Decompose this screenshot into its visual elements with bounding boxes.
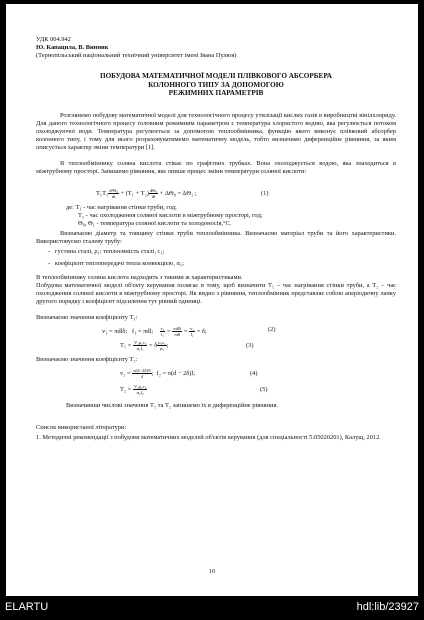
equation-3-number: (3) [246, 342, 254, 349]
equation-2: v₁ = πdlδ; f₁ = πdl; $\frac{\text{v₁}}{\text{f₁}}$ = $\frac{\text{πdlδ}}{\text{πdl}}$ = $\frac{\text{v₁}}{\text{f₁}}$ = δ; [102, 326, 207, 337]
equation-3: T₁ = $\frac{\text{V₁ρ₁c₁}}{\text{α₁f₁}}$ = δ $\frac{\text{ρ₁c₁}}{\text{α₁}}$ ; [120, 340, 169, 351]
equation-1: T₁T₂ $\frac{\text{d²Θ₀}}{dt}$ + (T₁ + T₂) $\frac{\text{dΘ₀}}{dt}$ + ΔΘ₀ = ΔΘ₁ ; [96, 188, 197, 199]
equation-5: T₂ = $\frac{\text{V₂ρ₂c₂}}{\text{α₂f₂}}$ [120, 384, 147, 395]
udk-code: УДК 004.942 [36, 36, 71, 43]
paragraph-model: Побудова математичної моделі об'єкту керування полягає в тому, щоб визначити T₁ – час нагрівання стінки труби, а T₂ – час охолодження соляної кислоти в міжтрубному просторі. Як видно з рівняння, теплообмінник представляє собою аперіодичну ланку другого порядку і коефіцієнт підсилення тут рівний одиниці. [36, 282, 396, 306]
footer-bar [0, 596, 424, 620]
bullet-convection: - коефіцієнт теплопередачі тепла конвекцією, α₁; [48, 260, 184, 267]
title-line-3: РЕЖИМНИХ ПАРАМЕТРІВ [168, 89, 264, 98]
title-line-2: КОЛОННОГО ТИПУ ЗА ДОПОМОГОЮ [148, 80, 284, 89]
equation-5-number: (5) [260, 386, 268, 393]
bullet-density: - густина сталі, ρ₁; теплоємність сталі, с₁; [48, 248, 165, 255]
paragraph-conclusion: Визначивши числові значення T₁ та T₂ запишемо їх в диференційне рівняння. [66, 402, 278, 409]
paragraph-t1-heading: Визначаємо значення коефіцієнту T₁: [36, 314, 138, 321]
paragraph-t2-heading: Визначаємо значення коефіцієнту T₂: [36, 356, 138, 363]
paragraph-acid: В теплообміннику соляна кислота надходить з такими ж характеристиками. [36, 274, 243, 281]
paragraph-tubes: В теплообміннику соляна кислота стікає по графітних трубках. Вона охолоджується водою, яка знаходиться в міжтрубному просторі. Запишемо рівняння, яке опише процес зміни температури соляної кислоти: [36, 160, 396, 176]
where-line-2: T₂ - час охолодження соляної кислоти в міжтрубному просторі, год; [78, 212, 263, 219]
references-heading: Список використаної літератури: [36, 424, 127, 431]
paper-page [6, 4, 418, 596]
affiliation: (Тернопільський національний технічний університет імені Івана Пулюя) [36, 52, 237, 59]
paragraph-intro: Розглянемо побудову математичної моделі для технологічного процесу утилізації кислих газів в виробництві вінілхлориду. Для даного технологічного процесу головним режимним параметром є температура хлористого водню, яка регулюється потоком охолоджуючої води. Температура регулюється за допомогою теплообмінника, функцію якого виконує плівковий абсорбер колонного типу, і тому для нього розраховуватимемо математичну модель, тобто визначимо диференційне рівняння, за яким описується характер зміни температури [1]. [36, 112, 396, 152]
title-line-1: ПОБУДОВА МАТЕМАТИЧНОЇ МОДЕЛІ ПЛІВКОВОГО АБСОРБЕРА [99, 72, 332, 80]
where-line-1: де: T₁ - час нагрівання стінки труби, год; [66, 204, 177, 211]
page-number: 10 [208, 568, 216, 575]
equation-4: v₂ = $\frac{\text{π(d−2δ)²l}}{4}$ ; f₂ = π(d − 2δ)l; [120, 368, 195, 379]
where-line-3: Θ₀, Θ₁ - температура соляної кислоти та холодоносія,°С. [78, 220, 232, 227]
equation-2-number: (2) [268, 326, 276, 333]
equation-1-number: (1) [261, 190, 269, 197]
footer-handle-link[interactable]: hdl:lib/23927 [356, 601, 419, 613]
footer-repository-label: ELARTU [5, 601, 49, 613]
reference-item-1: 1. Методичні рекомендації з побудови математичних моделей об'єктів керування (для спеціальності 5.05020201), Калущ, 2012. [36, 434, 381, 441]
paragraph-material: Визначаємо діаметр та товщину стінки труби теплообмінника. Визначаємо матеріал труби та його характеристики. Використовуємо сталеву трубу: [36, 230, 396, 246]
authors: Ю. Капацила, В. Винник [36, 44, 109, 51]
equation-4-number: (4) [250, 370, 258, 377]
